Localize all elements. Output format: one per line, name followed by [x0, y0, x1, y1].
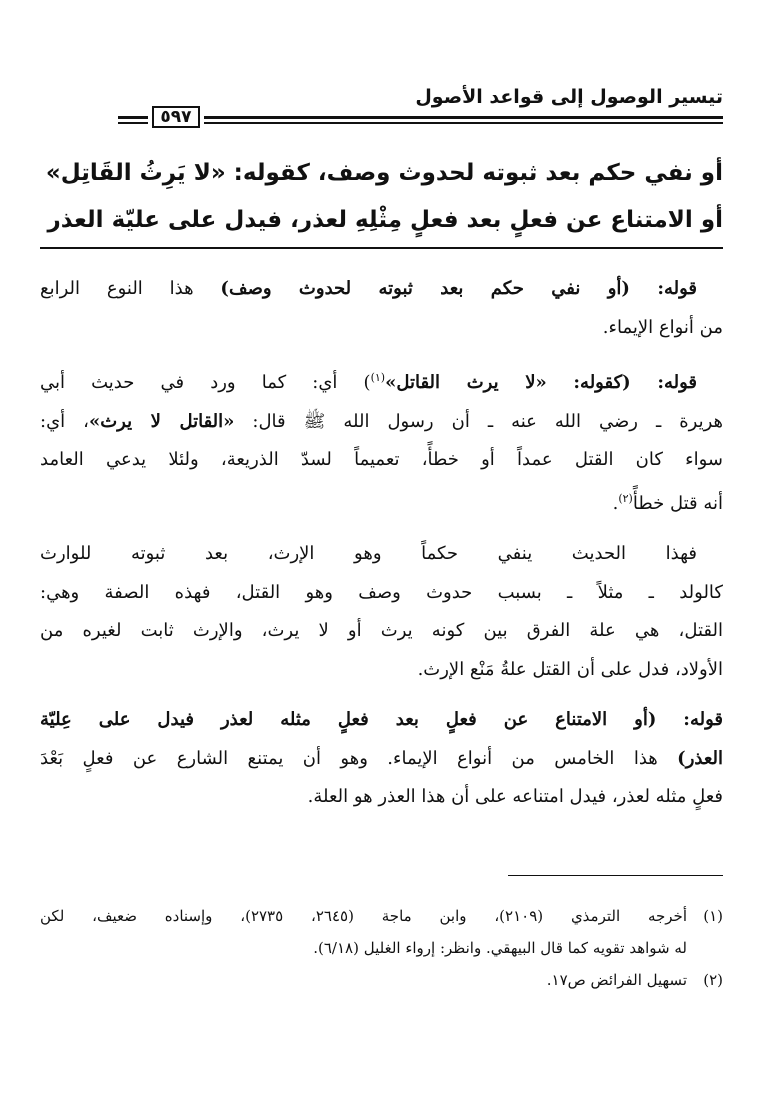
header-rule-left-thin — [118, 122, 148, 124]
text-span: ) أي: كما ورد في حديث أبي — [40, 372, 371, 393]
text-line: فعلٍ مثله لعذر، فيدل امتناعه على أن هذا العذر هو العلة. — [307, 786, 723, 807]
text-line: الأولاد، فدل على أن القتل علةُ مَنْع الإرث. — [417, 658, 723, 680]
matn-divider — [40, 247, 723, 249]
running-title: تيسير الوصول إلى قواعد الأصول — [415, 86, 723, 108]
page-header — [118, 86, 723, 130]
text-line — [40, 270, 723, 309]
footnote-number: (٢) — [703, 971, 723, 989]
matn-text — [40, 150, 723, 244]
text-line — [40, 740, 723, 779]
paragraph — [40, 535, 723, 689]
footnote-ref[interactable]: (٢) — [618, 491, 633, 505]
text-line — [40, 403, 723, 442]
footnote — [40, 964, 723, 996]
text-line: أخرجه الترمذي (٢١٠٩)، وابن ماجة (٢٦٤٥، ٢٧٣٥)، وإسناده ضعيف، لكن — [40, 907, 687, 925]
quoted-phrase: قوله: (أو الامتناع عن فعلٍ بعد فعلٍ مثله لعذر فيدل على عِليّة — [40, 709, 723, 730]
text-span: ، أي: — [40, 410, 89, 432]
text-line: القتل، هي علة الفرق بين كونه يرث أو لا يرث، والإرث ثابت لغيره من — [40, 620, 723, 641]
quoted-phrase: قوله: (كقوله: «لا يرث القاتل» — [385, 372, 698, 393]
text-line — [40, 701, 723, 740]
paragraph — [40, 270, 723, 347]
footnote-text — [40, 900, 687, 964]
text-line: له شواهد تقويه كما قال البيهقي. وانظر: إرواء الغليل (٦/١٨). — [313, 939, 687, 957]
text-line: كالولد ـ مثلاً ـ بسبب حدوث وصف وهو القتل، فهذه الصفة وهي: — [40, 581, 723, 603]
text-line: فهذا الحديث ينفي حكماً وهو الإرث، بعد ثبوته للوارث — [40, 543, 697, 564]
matn-line: أو نفي حكم بعد ثبوته لحدوث وصف، كقوله: «لا يَرِثُ القَاتِل» — [45, 160, 723, 186]
footnote-number: (١) — [703, 907, 723, 925]
header-rule — [204, 116, 723, 119]
text-line: سواء كان القتل عمداً أو خطأً، تعميماً لسدّ الذريعة، ولئلا يدعي العامد — [40, 449, 723, 470]
footnote-text — [40, 964, 687, 996]
commentary — [40, 270, 723, 829]
footnote — [40, 900, 723, 964]
footnote-divider — [508, 875, 723, 876]
footnotes — [40, 900, 723, 996]
text-span: . — [612, 492, 619, 514]
text-line: من أنواع الإيماء. — [602, 316, 723, 338]
text-line — [40, 480, 723, 524]
text-span: أنه قتل خطأً — [632, 492, 723, 514]
text-span: هذا الخامس من أنواع الإيماء. وهو أن يمتنع الشارع عن فعلٍ بَعْدَ — [40, 747, 678, 769]
hadith-quote: «القاتل لا يرث» — [88, 410, 235, 432]
matn-line: أو الامتناع عن فعلٍ بعد فعلٍ مِثْلِهِ لعذر، فيدل على عليّة العذر — [47, 207, 723, 233]
footnote-ref[interactable]: (١) — [370, 371, 386, 384]
paragraph — [40, 701, 723, 817]
text-span: هذا النوع الرابع — [40, 278, 221, 299]
text-line: تسهيل الفرائض ص١٧. — [546, 971, 687, 989]
paragraph — [40, 359, 723, 523]
header-rule-thin — [204, 122, 723, 124]
header-rule-left — [118, 116, 148, 119]
text-span: هريرة ـ رضي الله عنه ـ أن رسول الله ﷺ قال: — [234, 410, 724, 432]
page-number: ٥٩٧ — [152, 106, 200, 128]
quoted-phrase: العذر) — [677, 747, 723, 769]
text-line — [40, 359, 723, 403]
quoted-phrase: قوله: (أو نفي حكم بعد ثبوته لحدوث وصف) — [220, 278, 698, 299]
